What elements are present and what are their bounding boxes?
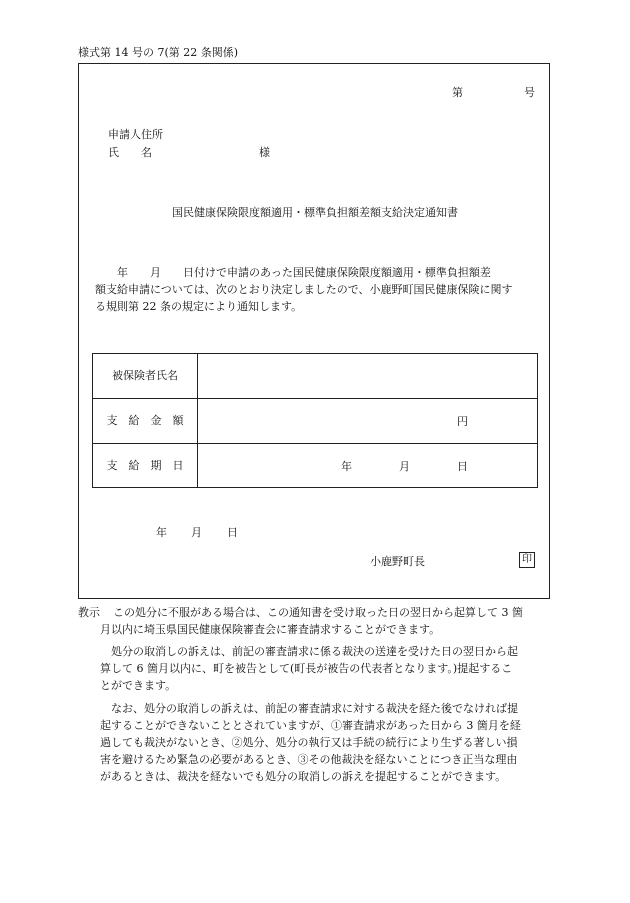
doc-number-label: 第 bbox=[452, 86, 463, 99]
body-line: る規則第 22 条の規定により通知します。 bbox=[95, 300, 303, 313]
honorific-sama: 様 bbox=[259, 146, 270, 159]
payment-date-label: 支 給 期 日 bbox=[106, 459, 184, 472]
table-row-insured-name bbox=[93, 354, 537, 398]
issuer: 小鹿野町長 bbox=[370, 555, 425, 568]
amount-unit: 円 bbox=[457, 415, 468, 428]
notice-line: があるときは、裁決を経ないでも処分の取消しの訴えを提起することができます。 bbox=[100, 770, 507, 783]
form-number: 様式第 14 号の 7(第 22 条関係) bbox=[78, 46, 239, 59]
payment-year: 年 bbox=[341, 460, 352, 473]
notice-para-1-line-1: この処分に不服がある場合は、この通知書を受け取った日の翌日から起算して 3 箇 bbox=[113, 606, 523, 619]
notice-line: 過しても裁決がないとき、②処分、処分の執行又は手続の続行により生ずる著しい損 bbox=[100, 736, 518, 749]
applicant-name-label: 氏 名 bbox=[108, 146, 152, 159]
insured-name-label: 被保険者氏名 bbox=[112, 369, 178, 382]
payment-month: 月 bbox=[399, 460, 410, 473]
payment-day: 日 bbox=[457, 460, 468, 473]
doc-number-suffix: 号 bbox=[524, 86, 535, 99]
body-line: 額支給申請については、次のとおり決定しましたので、小鹿野町国民健康保険に関す bbox=[95, 283, 513, 296]
date-year: 年 bbox=[156, 526, 167, 539]
date-day: 日 bbox=[227, 526, 238, 539]
notice-paragraph-2 bbox=[100, 643, 518, 694]
notice-line: とができます。 bbox=[100, 679, 177, 692]
table-row-payment-date bbox=[93, 443, 537, 488]
notice-line: 起することができないこととされていますが、①審査請求があった日から 3 箇月を経 bbox=[100, 719, 521, 732]
notice-para-1-line-2: 月以内に埼玉県国民健康保険審査会に審査請求することができます。 bbox=[100, 623, 441, 636]
info-table bbox=[92, 353, 538, 488]
applicant-address-label: 申請人住所 bbox=[108, 128, 163, 141]
document-title: 国民健康保険限度額適用・標準負担額差額支給決定通知書 bbox=[172, 206, 458, 219]
amount-label: 支 給 金 額 bbox=[106, 414, 184, 427]
seal-mark: 印 bbox=[519, 552, 535, 568]
body-text bbox=[95, 264, 513, 315]
notice-line: 害を避けるため緊急の必要があるとき、③その他裁決を経ないことにつき正当な理由 bbox=[100, 753, 518, 766]
notice-heading: 教示 bbox=[78, 606, 100, 619]
notice-paragraph-3 bbox=[100, 700, 521, 785]
table-row-amount bbox=[93, 398, 537, 443]
notice-line: 算して 6 箇月以内に、町を被告として(町長が被告の代表者となります。)提起するこ bbox=[100, 662, 513, 675]
date-month: 月 bbox=[191, 526, 202, 539]
body-line: 年 月 日付けで申請のあった国民健康保険限度額適用・標準負担額差 bbox=[95, 266, 491, 279]
notice-line: なお、処分の取消しの訴えは、前記の審査請求に対する裁決を経た後でなければ提 bbox=[100, 702, 518, 715]
notice-line: 処分の取消しの訴えは、前記の審査請求に係る裁決の送達を受けた日の翌日から起 bbox=[100, 645, 518, 658]
